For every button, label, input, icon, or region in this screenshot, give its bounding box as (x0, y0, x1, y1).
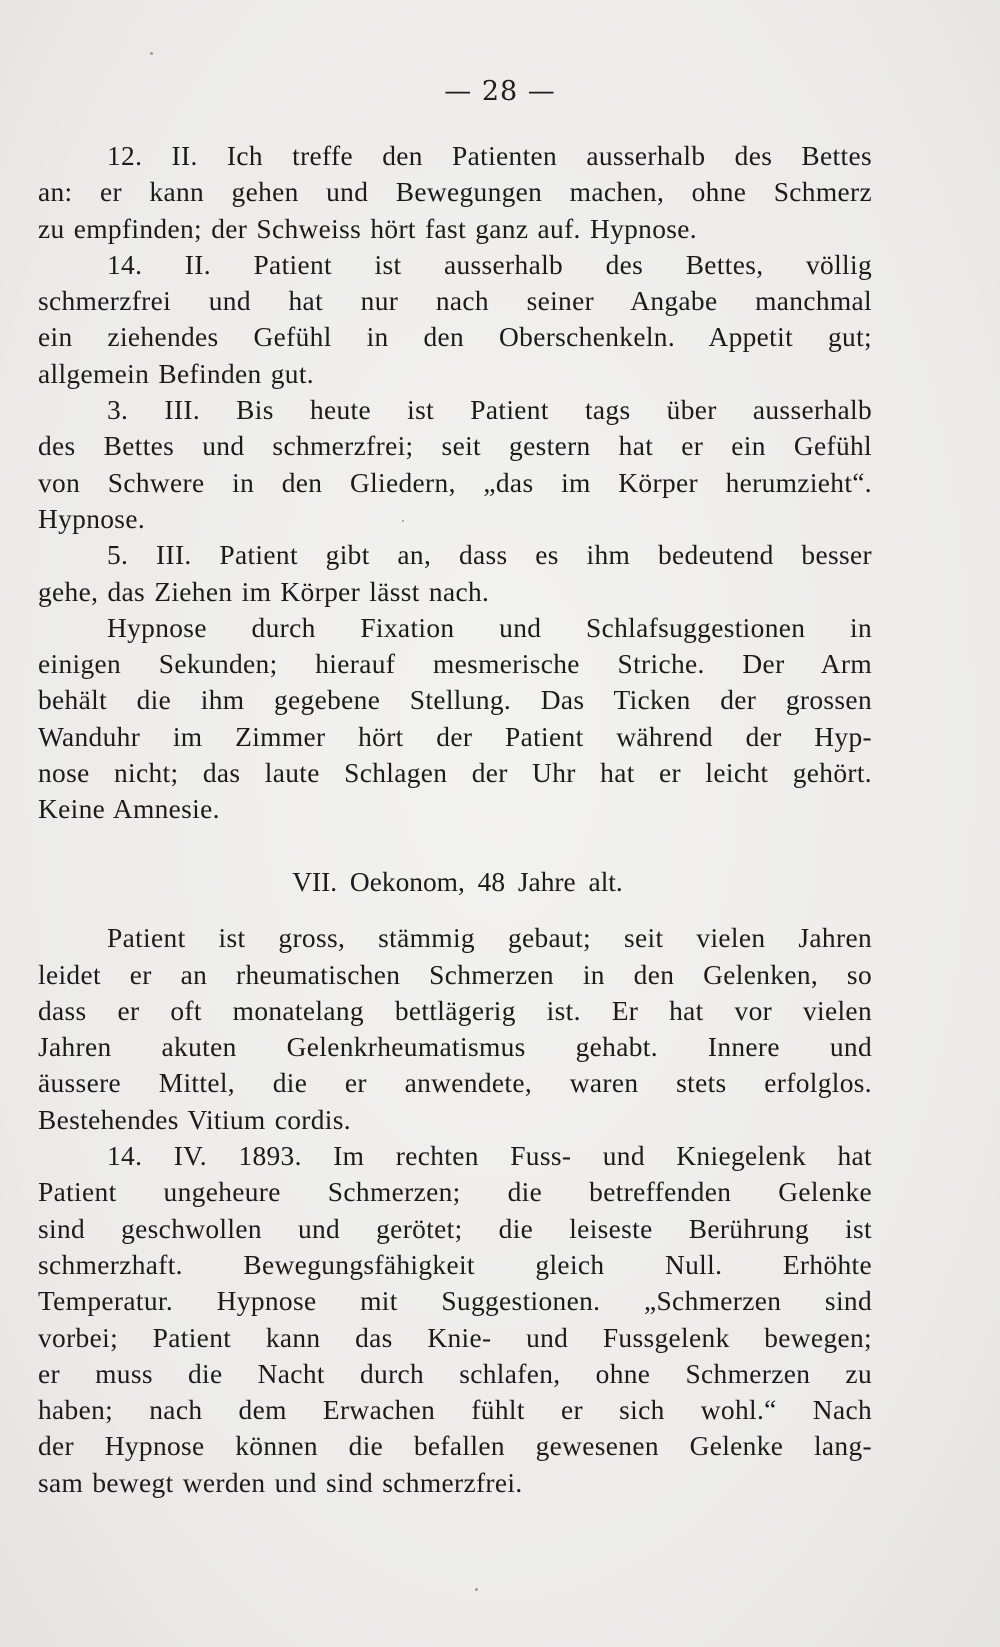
text-line: der Hypnose können die befallen gewesenen Gelenke lang- (38, 1431, 872, 1462)
text-line: zu empfinden; der Schweiss hört fast ganz auf. Hypnose. (38, 213, 697, 244)
text-line: nose nicht; das laute Schlagen der Uhr hat er leicht gehört. (38, 758, 872, 789)
text-line: allgemein Befinden gut. (38, 358, 314, 389)
text-line: Hypnose durch Fixation und Schlafsuggestionen in (107, 612, 872, 643)
text-line: behält die ihm gegebene Stellung. Das Ticken der grossen (38, 685, 872, 716)
body-text (38, 138, 872, 1501)
text-line: 14. II. Patient ist ausserhalb des Bettes, völlig (107, 249, 872, 280)
text-line: leidet er an rheumatischen Schmerzen in den Gelenken, so (38, 959, 872, 990)
case-notes-continued (38, 138, 872, 828)
text-line: Bestehendes Vitium cordis. (38, 1104, 351, 1135)
text-line: 12. II. Ich treffe den Patienten ausserhalb des Bettes (107, 141, 872, 171)
text-line: ein ziehendes Gefühl in den Oberschenkeln. Appetit gut; (38, 322, 872, 353)
text-line: Hypnose. (38, 503, 146, 534)
text-line: äussere Mittel, die er anwendete, waren stets erfolglos. (38, 1068, 872, 1099)
text-line: Temperatur. Hypnose mit Suggestionen. „Schmerzen sind (38, 1286, 872, 1317)
text-line: von Schwere in den Gliedern, „das im Körper herumzieht“. (38, 467, 872, 498)
section-gap (38, 828, 872, 864)
paper-speck (150, 52, 153, 55)
text-line: Patient ungeheure Schmerzen; die betreffenden Gelenke (38, 1177, 872, 1208)
case-heading: VII. Oekonom, 48 Jahre alt. (292, 866, 623, 897)
text-line: Patient ist gross, stämmig gebaut; seit vielen Jahren (107, 923, 872, 954)
text-line: an: er kann gehen und Bewegungen machen, ohne Schmerz (38, 177, 872, 208)
text-line: Keine Amnesie. (38, 794, 220, 825)
text-line: sind geschwollen und gerötet; die leiseste Berührung ist (38, 1213, 872, 1244)
text-line: 14. IV. 1893. Im rechten Fuss- und Kniegelenk hat (107, 1141, 872, 1172)
text-line: vorbei; Patient kann das Knie- und Fussgelenk bewegen; (38, 1322, 872, 1353)
page-number: — 28 — (444, 76, 556, 107)
case-vii-notes (38, 920, 872, 1501)
text-line: des Bettes und schmerzfrei; seit gestern hat er ein Gefühl (38, 431, 872, 462)
text-line: 3. III. Bis heute ist Patient tags über ausserhalb (107, 395, 872, 426)
heading-gap (38, 900, 872, 920)
paper-speck (402, 520, 404, 522)
text-line: Wanduhr im Zimmer hört der Patient während der Hyp- (38, 721, 872, 752)
text-line: sam bewegt werden und sind schmerzfrei. (38, 1467, 523, 1498)
text-line: schmerzfrei und hat nur nach seiner Angabe manchmal (38, 286, 872, 317)
text-line: Jahren akuten Gelenkrheumatismus gehabt. Innere und (38, 1032, 872, 1063)
text-line: er muss die Nacht durch schlafen, ohne Schmerzen zu (38, 1358, 872, 1389)
text-line: 5. III. Patient gibt an, dass es ihm bedeutend besser (107, 540, 872, 571)
text-line: einigen Sekunden; hierauf mesmerische Striche. Der Arm (38, 649, 872, 680)
text-line: dass er oft monatelang bettlägerig ist. Er hat vor vielen (38, 995, 872, 1026)
text-line: haben; nach dem Erwachen fühlt er sich wohl.“ Nach (38, 1395, 872, 1426)
paper-speck (475, 1588, 478, 1591)
text-line: gehe, das Ziehen im Körper lässt nach. (38, 576, 490, 607)
text-line: schmerzhaft. Bewegungsfähigkeit gleich Null. Erhöhte (38, 1249, 872, 1280)
